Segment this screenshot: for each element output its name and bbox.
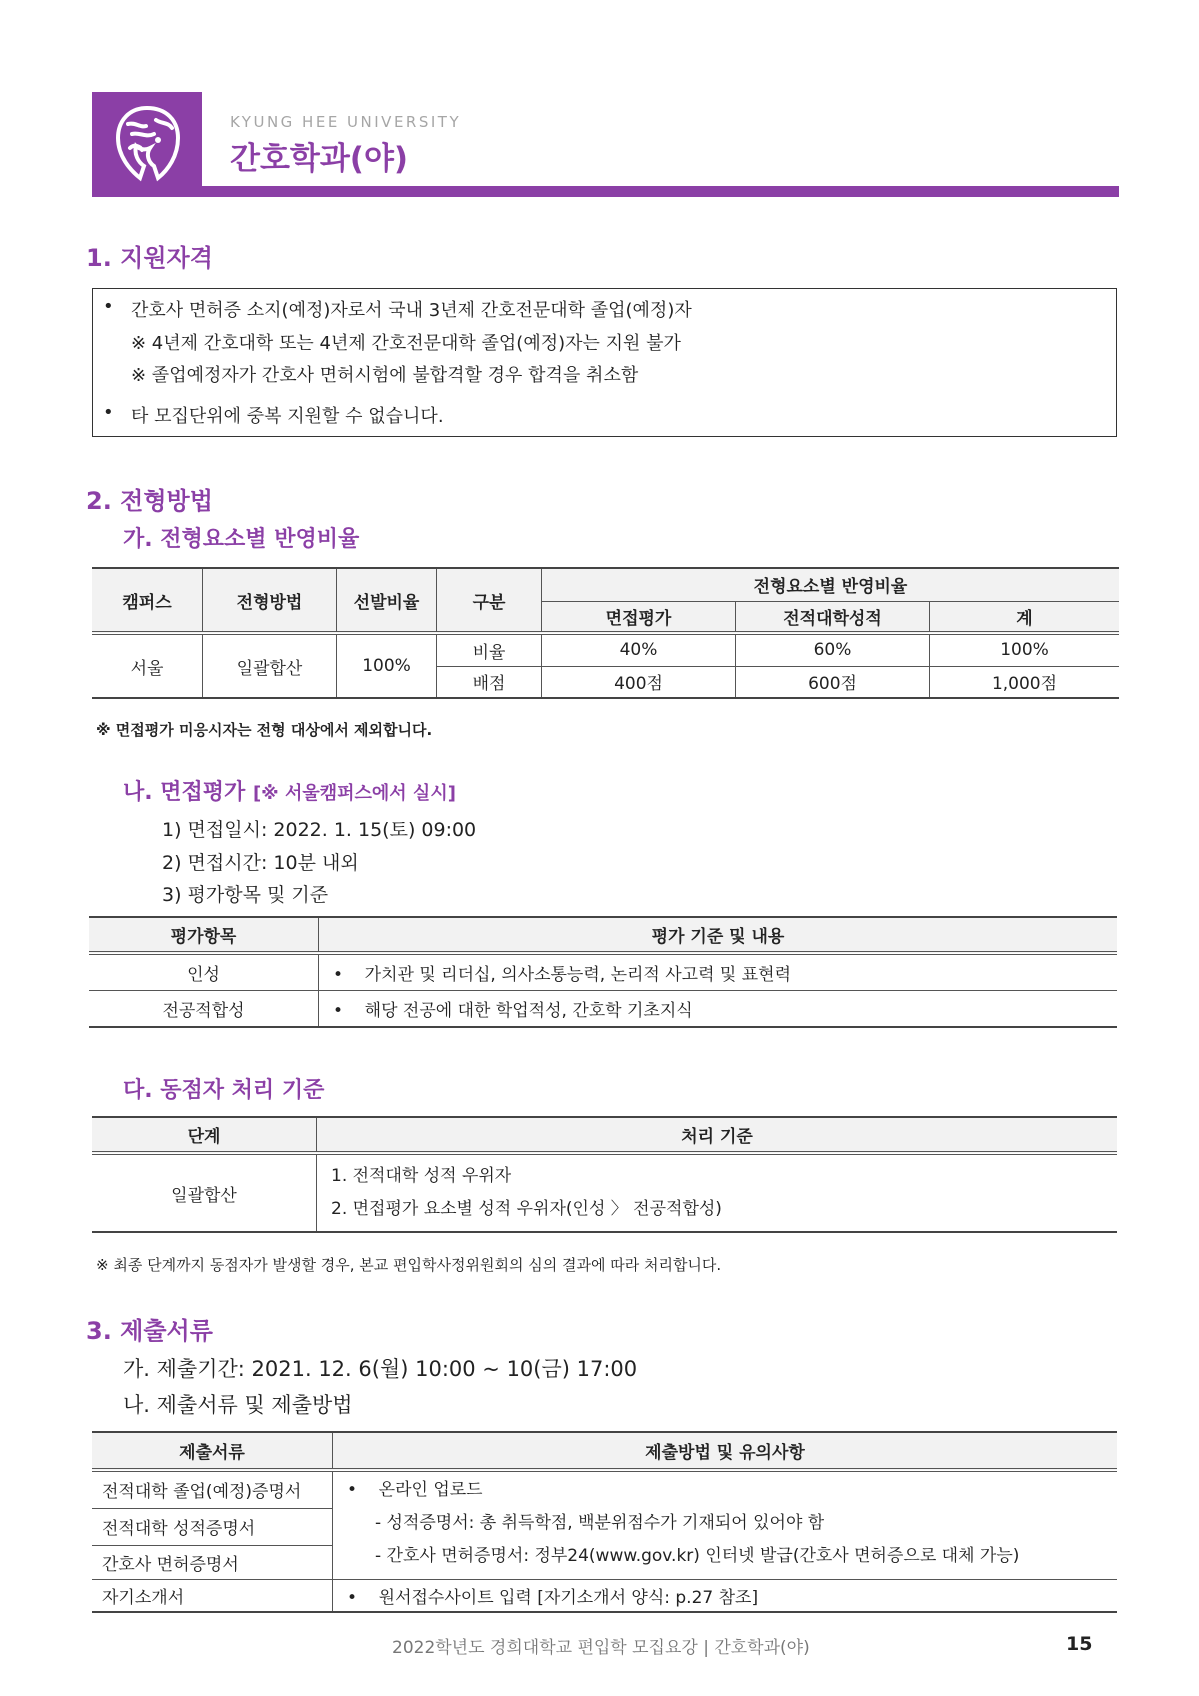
col-header: 선발비율 xyxy=(337,568,437,633)
documents-label: 나. 제출서류 및 제출방법 xyxy=(123,1393,353,1417)
department-title: 간호학과(야) xyxy=(230,141,409,177)
tie-table xyxy=(92,1116,1117,1233)
interview-line: 2) 면접시간: 10분 내외 xyxy=(162,852,359,874)
qualification-note: ※ 졸업예정자가 간호사 면허시험에 불합격할 경우 합격을 취소함 xyxy=(131,365,639,386)
col-header: 단계 xyxy=(92,1117,317,1153)
section3-title: 3. 제출서류 xyxy=(86,1317,213,1345)
bullet: • xyxy=(347,1480,379,1500)
table-cell: 전적대학 성적증명서 xyxy=(92,1508,333,1545)
table-cell: 전적대학 졸업(예정)증명서 xyxy=(92,1470,333,1508)
bullet: • xyxy=(333,964,365,985)
qualification-item: 간호사 면허증 소지(예정)자로서 국내 3년제 간호전문대학 졸업(예정)자 xyxy=(131,300,692,321)
table-row xyxy=(92,1579,1117,1612)
sub-header: 면접평가 xyxy=(542,601,736,633)
tie-criterion: 2. 면접평가 요소별 성적 우위자(인성 〉 전공적합성) xyxy=(331,1199,722,1219)
table-cell xyxy=(317,1153,1118,1232)
table-cell: 인성 xyxy=(89,953,319,990)
col-header: 처리 기준 xyxy=(317,1117,1118,1153)
qualification-box xyxy=(92,288,1117,437)
bullet: • xyxy=(103,296,114,317)
table-cell: 자기소개서 xyxy=(92,1579,333,1612)
footer-text: 2022학년도 경희대학교 편입학 모집요강 | 간호학과(야) xyxy=(392,1638,810,1658)
table-cell xyxy=(319,953,1118,990)
university-name: KYUNG HEE UNIVERSITY xyxy=(230,113,462,131)
subsection-a-title: 가. 전형요소별 반영비율 xyxy=(123,527,360,552)
col-header: 평가 기준 및 내용 xyxy=(319,917,1118,953)
method-line xyxy=(347,1474,1117,1507)
table-cell: 400점 xyxy=(542,666,736,698)
bullet: • xyxy=(333,1000,365,1021)
table-cell: 비율 xyxy=(437,633,542,666)
table-cell: 배점 xyxy=(437,666,542,698)
tie-note: ※ 최종 단계까지 동점자가 발생할 경우, 본교 편입학사정위원회의 심의 결과에 따라 처리합니다. xyxy=(96,1256,722,1274)
table-cell: 일괄합산 xyxy=(92,1153,317,1232)
eval-desc: 가치관 및 리더십, 의사소통능력, 논리적 사고력 및 표현력 xyxy=(364,964,791,985)
table-cell xyxy=(319,990,1118,1027)
table-cell: 100% xyxy=(930,633,1120,666)
header-bar xyxy=(92,186,1119,197)
table-row xyxy=(89,990,1117,1027)
col-header: 평가항목 xyxy=(89,917,319,953)
table-cell: 100% xyxy=(337,633,437,698)
evaluation-table xyxy=(89,916,1117,1028)
table-cell: 1,000점 xyxy=(930,666,1120,698)
col-header: 캠퍼스 xyxy=(92,568,203,633)
ratio-table xyxy=(92,567,1119,699)
method-line: - 성적증명서: 총 취득학점, 백분위점수가 기재되어 있어야 함 xyxy=(375,1513,825,1533)
sub-header: 전적대학성적 xyxy=(736,601,930,633)
documents-table xyxy=(92,1431,1117,1613)
subsection-c-title: 다. 동점자 처리 기준 xyxy=(123,1078,325,1103)
subsection-b-note: [※ 서울캠퍼스에서 실시] xyxy=(252,783,456,804)
subsection-b-label: 나. 면접평가 xyxy=(123,780,246,805)
table-cell: 일괄합산 xyxy=(203,633,337,698)
eval-desc: 해당 전공에 대한 학업적성, 간호학 기초지식 xyxy=(364,1000,693,1021)
qualification-item: 타 모집단위에 중복 지원할 수 없습니다. xyxy=(131,406,444,427)
col-header: 제출서류 xyxy=(92,1432,333,1470)
qualification-note: ※ 4년제 간호대학 또는 4년제 간호전문대학 졸업(예정)자는 지원 불가 xyxy=(131,333,681,354)
method-text: 원서접수사이트 입력 [자기소개서 양식: p.27 참조] xyxy=(378,1587,759,1608)
subsection-b-title xyxy=(123,775,456,806)
table-cell xyxy=(333,1579,1118,1612)
tie-criterion: 1. 전적대학 성적 우위자 xyxy=(331,1166,512,1186)
bullet: • xyxy=(347,1587,379,1608)
table-row xyxy=(92,1153,1117,1232)
col-header: 제출방법 및 유의사항 xyxy=(333,1432,1118,1470)
table-row xyxy=(92,633,1119,666)
logo xyxy=(92,92,202,196)
interview-line: 1) 면접일시: 2022. 1. 15(토) 09:00 xyxy=(162,819,477,841)
col-header: 구분 xyxy=(437,568,542,633)
method-text: 온라인 업로드 xyxy=(378,1480,483,1500)
table-cell: 전공적합성 xyxy=(89,990,319,1027)
section2-title: 2. 전형방법 xyxy=(86,487,213,515)
table-cell: 간호사 면허증명서 xyxy=(92,1545,333,1579)
interview-line: 3) 평가항목 및 기준 xyxy=(162,884,329,906)
table-cell: 600점 xyxy=(736,666,930,698)
lion-head-icon xyxy=(110,104,184,182)
page-number: 15 xyxy=(1066,1633,1093,1655)
col-header: 전형요소별 반영비율 xyxy=(542,568,1120,601)
table-cell: 서울 xyxy=(92,633,203,698)
table-cell: 60% xyxy=(736,633,930,666)
method-line: - 간호사 면허증명서: 정부24(www.gov.kr) 인터넷 발급(간호사 면허증으로 대체 가능) xyxy=(375,1546,1020,1566)
submission-period: 가. 제출기간: 2021. 12. 6(월) 10:00 ~ 10(금) 17:00 xyxy=(123,1357,638,1381)
table-cell: 40% xyxy=(542,633,736,666)
table-cell xyxy=(333,1470,1118,1579)
table-row xyxy=(89,953,1117,990)
section1-title: 1. 지원자격 xyxy=(86,244,213,272)
sub-header: 계 xyxy=(930,601,1120,633)
table-row xyxy=(92,1470,1117,1508)
col-header: 전형방법 xyxy=(203,568,337,633)
ratio-note: ※ 면접평가 미응시자는 전형 대상에서 제외합니다. xyxy=(96,721,433,739)
bullet: • xyxy=(103,402,114,423)
